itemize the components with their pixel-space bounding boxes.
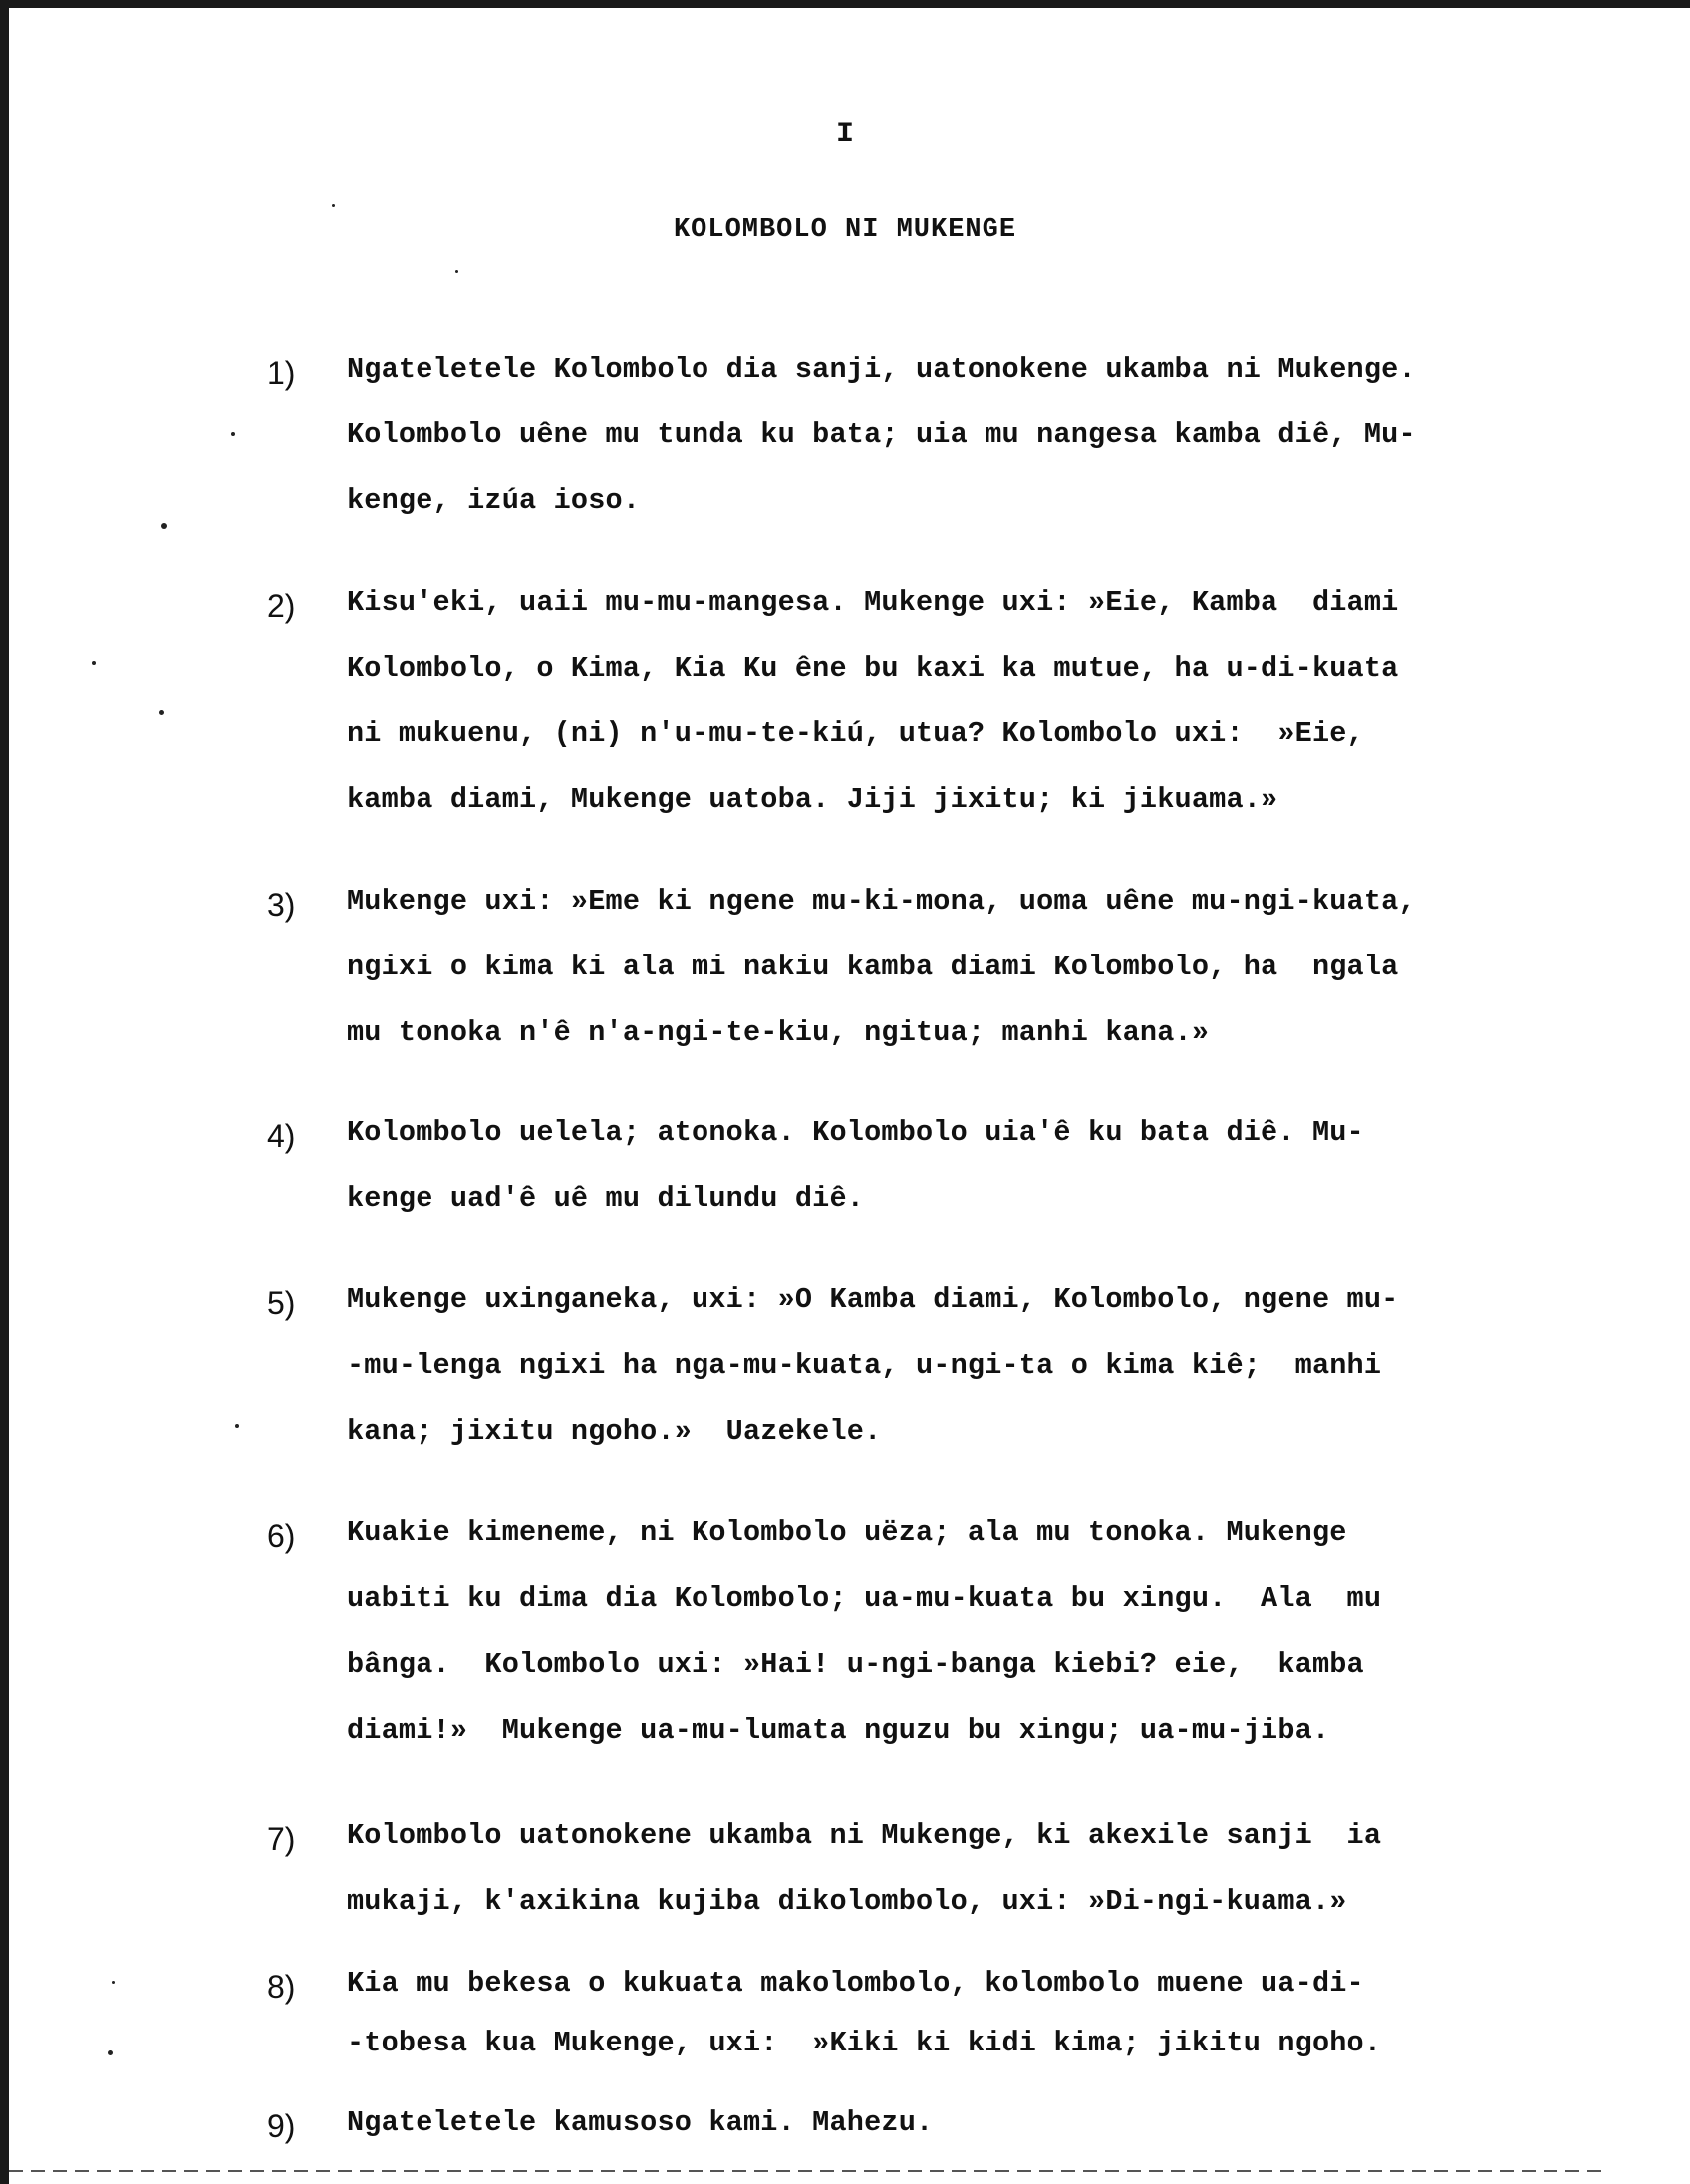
paragraph-line: Kolombolo uelela; atonoka. Kolombolo uia'ê ku bata diê. Mu- xyxy=(347,1116,1364,1149)
paragraph-number: 1) xyxy=(267,355,296,391)
scan-speck xyxy=(235,1424,239,1428)
page-number: I xyxy=(835,118,854,151)
paragraph-number: 2) xyxy=(267,588,296,624)
scan-speck xyxy=(161,523,167,529)
paragraph-number: 9) xyxy=(267,2108,296,2144)
paragraph-line: Kia mu bekesa o kukuata makolombolo, kolombolo muene ua-di- xyxy=(347,1967,1364,2000)
paragraph-line: uabiti ku dima dia Kolombolo; ua-mu-kuata bu xingu. Ala mu xyxy=(347,1582,1382,1615)
paragraph-line: -mu-lenga ngixi ha nga-mu-kuata, u-ngi-ta o kima kiê; manhi xyxy=(347,1349,1382,1382)
paragraph-line: mukaji, k'axikina kujiba dikolombolo, uxi: »Di-ngi-kuama.» xyxy=(347,1885,1347,1918)
paragraph-line: Kuakie kimeneme, ni Kolombolo uëza; ala mu tonoka. Mukenge xyxy=(347,1516,1347,1549)
paragraph-number: 4) xyxy=(267,1118,296,1154)
paragraph-number: 8) xyxy=(267,1969,296,2005)
scan-speck xyxy=(455,270,458,273)
scan-speck xyxy=(108,2050,113,2055)
paragraph-line: Kolombolo, o Kima, Kia Ku êne bu kaxi ka mutue, ha u-di-kuata xyxy=(347,652,1399,684)
paragraph-number: 5) xyxy=(267,1285,296,1321)
scan-speck xyxy=(332,204,335,207)
paragraph-line: kenge, izúa ioso. xyxy=(347,484,641,517)
paragraph-number: 3) xyxy=(267,887,296,923)
paragraph-line: kamba diami, Mukenge uatoba. Jiji jixitu; ki jikuama.» xyxy=(347,783,1278,816)
page-border-top xyxy=(0,0,1690,8)
paragraph-line: mu tonoka n'ê n'a-ngi-te-kiu, ngitua; manhi kana.» xyxy=(347,1016,1210,1049)
paragraph-line: Kolombolo uatonokene ukamba ni Mukenge, ki akexile sanji ia xyxy=(347,1819,1382,1852)
scan-speck xyxy=(92,661,96,665)
paragraph-line: bânga. Kolombolo uxi: »Hai! u-ngi-banga kiebi? eie, kamba xyxy=(347,1648,1364,1681)
paragraph-line: diami!» Mukenge ua-mu-lumata nguzu bu xingu; ua-mu-jiba. xyxy=(347,1714,1330,1747)
paragraph-line: kana; jixitu ngoho.» Uazekele. xyxy=(347,1415,882,1448)
paragraph-line: Mukenge uxi: »Eme ki ngene mu-ki-mona, uoma uêne mu-ngi-kuata, xyxy=(347,885,1416,918)
scan-speck xyxy=(231,432,235,436)
paragraph-number: 7) xyxy=(267,1821,296,1857)
paragraph-line: -tobesa kua Mukenge, uxi: »Kiki ki kidi kima; jikitu ngoho. xyxy=(347,2027,1382,2059)
scan-speck xyxy=(159,710,164,715)
paragraph-line: ngixi o kima ki ala mi nakiu kamba diami Kolombolo, ha ngala xyxy=(347,951,1399,983)
paragraph-line: Kisu'eki, uaii mu-mu-mangesa. Mukenge uxi: »Eie, Kamba diami xyxy=(347,586,1399,619)
paragraph-number: 6) xyxy=(267,1518,296,1554)
paragraph-line: kenge uad'ê uê mu dilundu diê. xyxy=(347,1182,865,1215)
paragraph-line: Ngateletele Kolombolo dia sanji, uatonokene ukamba ni Mukenge. xyxy=(347,353,1416,386)
document-title: KOLOMBOLO NI MUKENGE xyxy=(673,215,1017,245)
scan-speck xyxy=(112,1981,115,1984)
paragraph-line: Mukenge uxinganeka, uxi: »O Kamba diami, Kolombolo, ngene mu- xyxy=(347,1283,1399,1316)
page-border-left xyxy=(0,0,9,2184)
paragraph-line: Kolombolo uêne mu tunda ku bata; uia mu nangesa kamba diê, Mu- xyxy=(347,418,1416,451)
paragraph-line: ni mukuenu, (ni) n'u-mu-te-kiú, utua? Kolombolo uxi: »Eie, xyxy=(347,717,1364,750)
paragraph-line: Ngateletele kamusoso kami. Mahezu. xyxy=(347,2106,934,2139)
page-border-bottom xyxy=(9,2170,1603,2172)
